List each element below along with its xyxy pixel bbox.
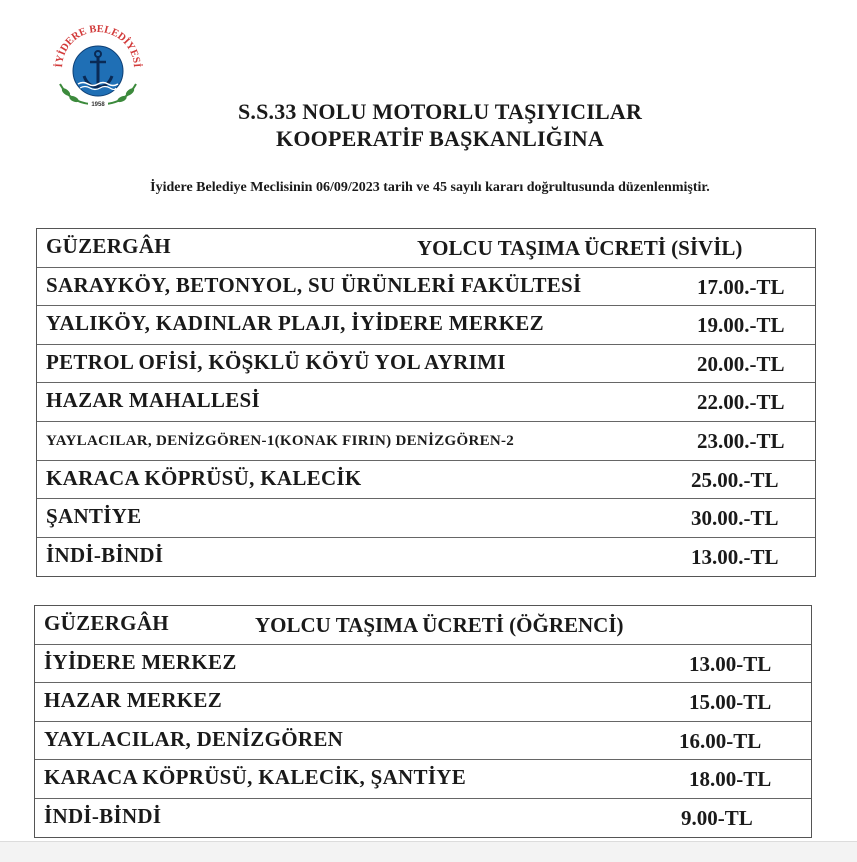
fare-cell: 13.00-TL [689,651,772,676]
fare-cell: 20.00.-TL [697,351,785,376]
title-line-2: KOOPERATİF BAŞKANLIĞINA [276,126,604,151]
table-row [37,345,815,384]
table-row [35,645,811,684]
header-route: GÜZERGÂH [46,234,171,258]
fare-cell: 18.00-TL [689,767,772,791]
table-row [37,538,815,577]
fare-cell: 17.00.-TL [697,274,785,299]
fare-cell: 30.00.-TL [691,506,779,531]
document-title [160,98,720,152]
route-cell: İYİDERE MERKEZ [44,649,237,674]
table-header-row [35,606,811,645]
table-row [35,760,811,799]
header-route: GÜZERGÂH [44,611,169,635]
fare-cell: 22.00.-TL [697,390,785,415]
table-row [37,499,815,538]
table-row [37,422,815,461]
civil-fare-table [36,228,816,577]
route-cell: YAYLACILAR, DENİZGÖREN-1(KONAK FIRIN) DENİZGÖREN-2 [46,432,515,449]
fare-cell: 25.00.-TL [691,467,779,492]
student-fare-table [34,605,812,838]
table-row [37,383,815,422]
fare-cell: 23.00.-TL [697,428,785,453]
municipality-logo [50,24,146,114]
header-fare: YOLCU TAŞIMA ÜCRETİ (SİVİL) [417,236,743,260]
route-cell: HAZAR MERKEZ [44,688,223,712]
fare-cell: 19.00.-TL [697,313,785,338]
bottom-bar [0,841,857,862]
table-row [35,722,811,761]
route-cell: PETROL OFİSİ, KÖŞKLÜ KÖYÜ YOL AYRIMI [46,349,506,374]
logo-ring-text: İYİDERE BELEDİYESİ [53,24,143,68]
route-cell: SARAYKÖY, BETONYOL, SU ÜRÜNLERİ FAKÜLTESİ [46,272,582,297]
table-header-row [37,229,815,268]
fare-cell: 16.00-TL [679,728,762,753]
document-subtitle: İyidere Belediye Meclisinin 06/09/2023 tarih ve 45 sayılı kararı doğrultusunda düzenlenmiştir. [150,180,710,195]
table-row [35,799,811,838]
table-row [37,268,815,307]
route-cell: İNDİ-BİNDİ [44,803,162,828]
table-row [37,306,815,345]
route-cell: KARACA KÖPRÜSÜ, KALECİK, ŞANTİYE [44,765,467,789]
title-line-1: S.S.33 NOLU MOTORLU TAŞIYICILAR [237,99,643,124]
header-fare: YOLCU TAŞIMA ÜCRETİ (ÖĞRENCİ) [255,613,624,637]
anchor-icon [50,24,146,114]
route-cell: İNDİ-BİNDİ [46,542,164,567]
route-cell: KARACA KÖPRÜSÜ, KALECİK [46,465,362,490]
route-cell: YAYLACILAR, DENİZGÖREN [44,726,344,751]
table-row [35,683,811,722]
fare-cell: 15.00-TL [689,690,772,714]
logo-year: 1958 [91,102,105,108]
route-cell: HAZAR MAHALLESİ [46,388,260,413]
fare-cell: 13.00.-TL [691,544,779,569]
table-row [37,461,815,500]
route-cell: ŞANTİYE [46,504,142,529]
fare-cell: 9.00-TL [681,805,753,830]
route-cell: YALIKÖY, KADINLAR PLAJI, İYİDERE MERKEZ [46,311,544,336]
